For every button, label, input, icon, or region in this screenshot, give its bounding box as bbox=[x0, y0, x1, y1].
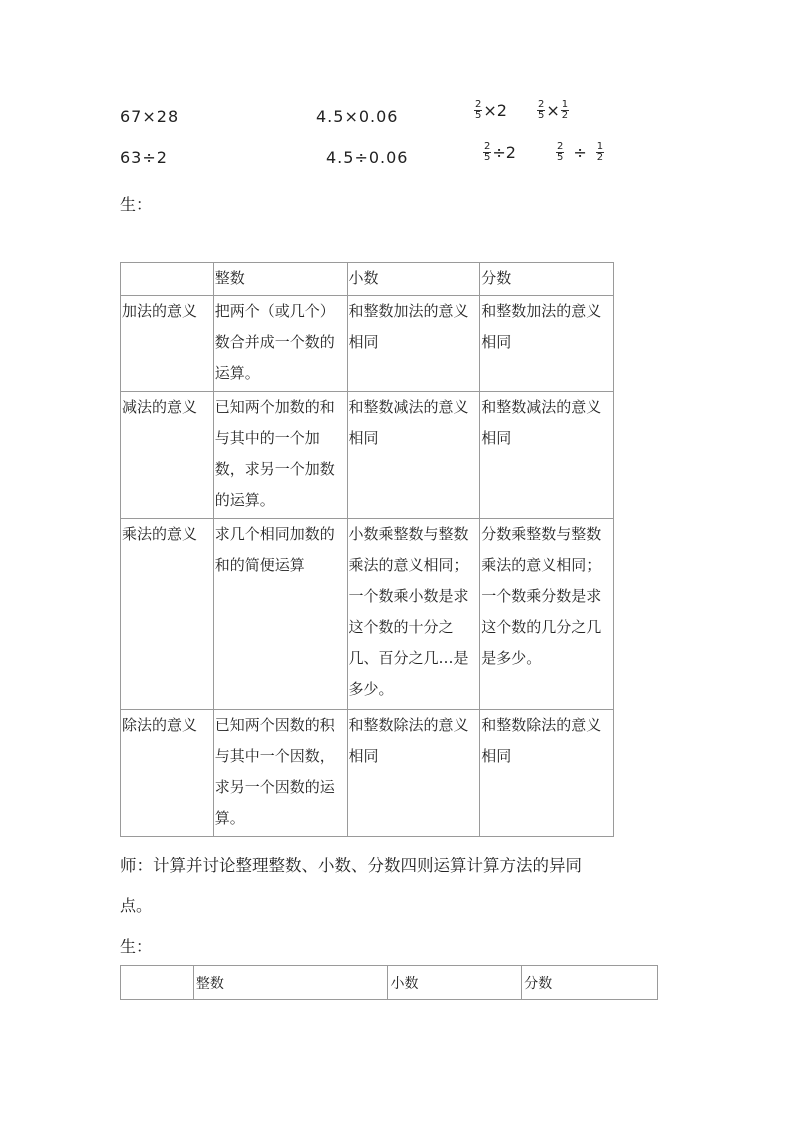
row-label: 乘法的意义 bbox=[121, 519, 214, 710]
header-cell-integer: 整数 bbox=[193, 966, 388, 1000]
calc-row1-fraction-times-fraction: $\frac{2}{5}$ × $\frac{1}{2}$ bbox=[538, 99, 569, 121]
header-cell-empty bbox=[121, 263, 214, 296]
calculation-method-table bbox=[120, 965, 658, 1000]
row-label: 加法的意义 bbox=[121, 296, 214, 392]
calc-row2-fraction-div-int: $\frac{2}{5}$ ÷2 bbox=[484, 141, 516, 163]
decimal-cell: 小数乘整数与整数 乘法的意义相同； 一个数乘小数是求 这个数的十分之 几、百分之几…是 多少。 bbox=[347, 519, 480, 710]
header-cell-fraction: 分数 bbox=[522, 966, 658, 1000]
integer-cell: 求几个相同加数的 和的简便运算 bbox=[213, 519, 347, 710]
student-label: 生： bbox=[120, 937, 153, 956]
decimal-cell: 和整数减法的意义 相同 bbox=[347, 392, 480, 519]
calc-row1-fraction-times-int: $\frac{2}{5}$ ×2 bbox=[475, 99, 507, 121]
fraction-cell: 分数乘整数与整数 乘法的意义相同； 一个数乘分数是求 这个数的几分之几 是多少。 bbox=[480, 519, 614, 710]
table-row bbox=[121, 710, 614, 837]
header-cell-decimal: 小数 bbox=[347, 263, 480, 296]
calc-row2-integer: 63÷2 bbox=[120, 148, 168, 167]
calc-row2-fraction-div-fraction: $\frac{2}{5}$ ÷ $\frac{1}{2}$ bbox=[557, 141, 604, 163]
table-header-row bbox=[121, 263, 614, 296]
teacher-paragraph-line1: 师：计算并讨论整理整数、小数、分数四则运算计算方法的异同 bbox=[120, 856, 582, 875]
operations-meaning-table bbox=[120, 262, 614, 837]
teacher-paragraph-line2: 点。 bbox=[120, 896, 153, 915]
student-label: 生： bbox=[120, 195, 153, 214]
integer-cell: 把两个（或几个） 数合并成一个数的 运算。 bbox=[213, 296, 347, 392]
fraction: $\frac{2}{5}$ bbox=[557, 141, 564, 163]
decimal-cell: 和整数除法的意义 相同 bbox=[347, 710, 480, 837]
header-cell-decimal: 小数 bbox=[388, 966, 522, 1000]
table-row bbox=[121, 296, 614, 392]
integer-cell: 已知两个因数的积 与其中一个因数， 求另一个因数的运 算。 bbox=[213, 710, 347, 837]
fraction-cell: 和整数减法的意义 相同 bbox=[480, 392, 614, 519]
header-cell-integer: 整数 bbox=[213, 263, 347, 296]
calc-row1-decimal: 4.5×0.06 bbox=[316, 107, 399, 126]
header-cell-fraction: 分数 bbox=[480, 263, 614, 296]
row-label: 减法的意义 bbox=[121, 392, 214, 519]
fraction: $\frac{1}{2}$ bbox=[561, 99, 569, 121]
calc-row2-decimal: 4.5÷0.06 bbox=[326, 148, 409, 167]
fraction: $\frac{2}{5}$ bbox=[475, 99, 482, 121]
calc-row1-integer: 67×28 bbox=[120, 107, 180, 126]
decimal-cell: 和整数加法的意义 相同 bbox=[347, 296, 480, 392]
fraction: $\frac{2}{5}$ bbox=[484, 141, 491, 163]
table-header-row bbox=[121, 966, 658, 1000]
integer-cell: 已知两个加数的和 与其中的一个加 数，求另一个加数 的运算。 bbox=[213, 392, 347, 519]
fraction: $\frac{1}{2}$ bbox=[596, 141, 604, 163]
fraction: $\frac{2}{5}$ bbox=[538, 99, 545, 121]
table-row bbox=[121, 392, 614, 519]
header-cell-empty bbox=[121, 966, 194, 1000]
table-row bbox=[121, 519, 614, 710]
row-label: 除法的意义 bbox=[121, 710, 214, 837]
fraction-cell: 和整数除法的意义 相同 bbox=[480, 710, 614, 837]
fraction-cell: 和整数加法的意义 相同 bbox=[480, 296, 614, 392]
